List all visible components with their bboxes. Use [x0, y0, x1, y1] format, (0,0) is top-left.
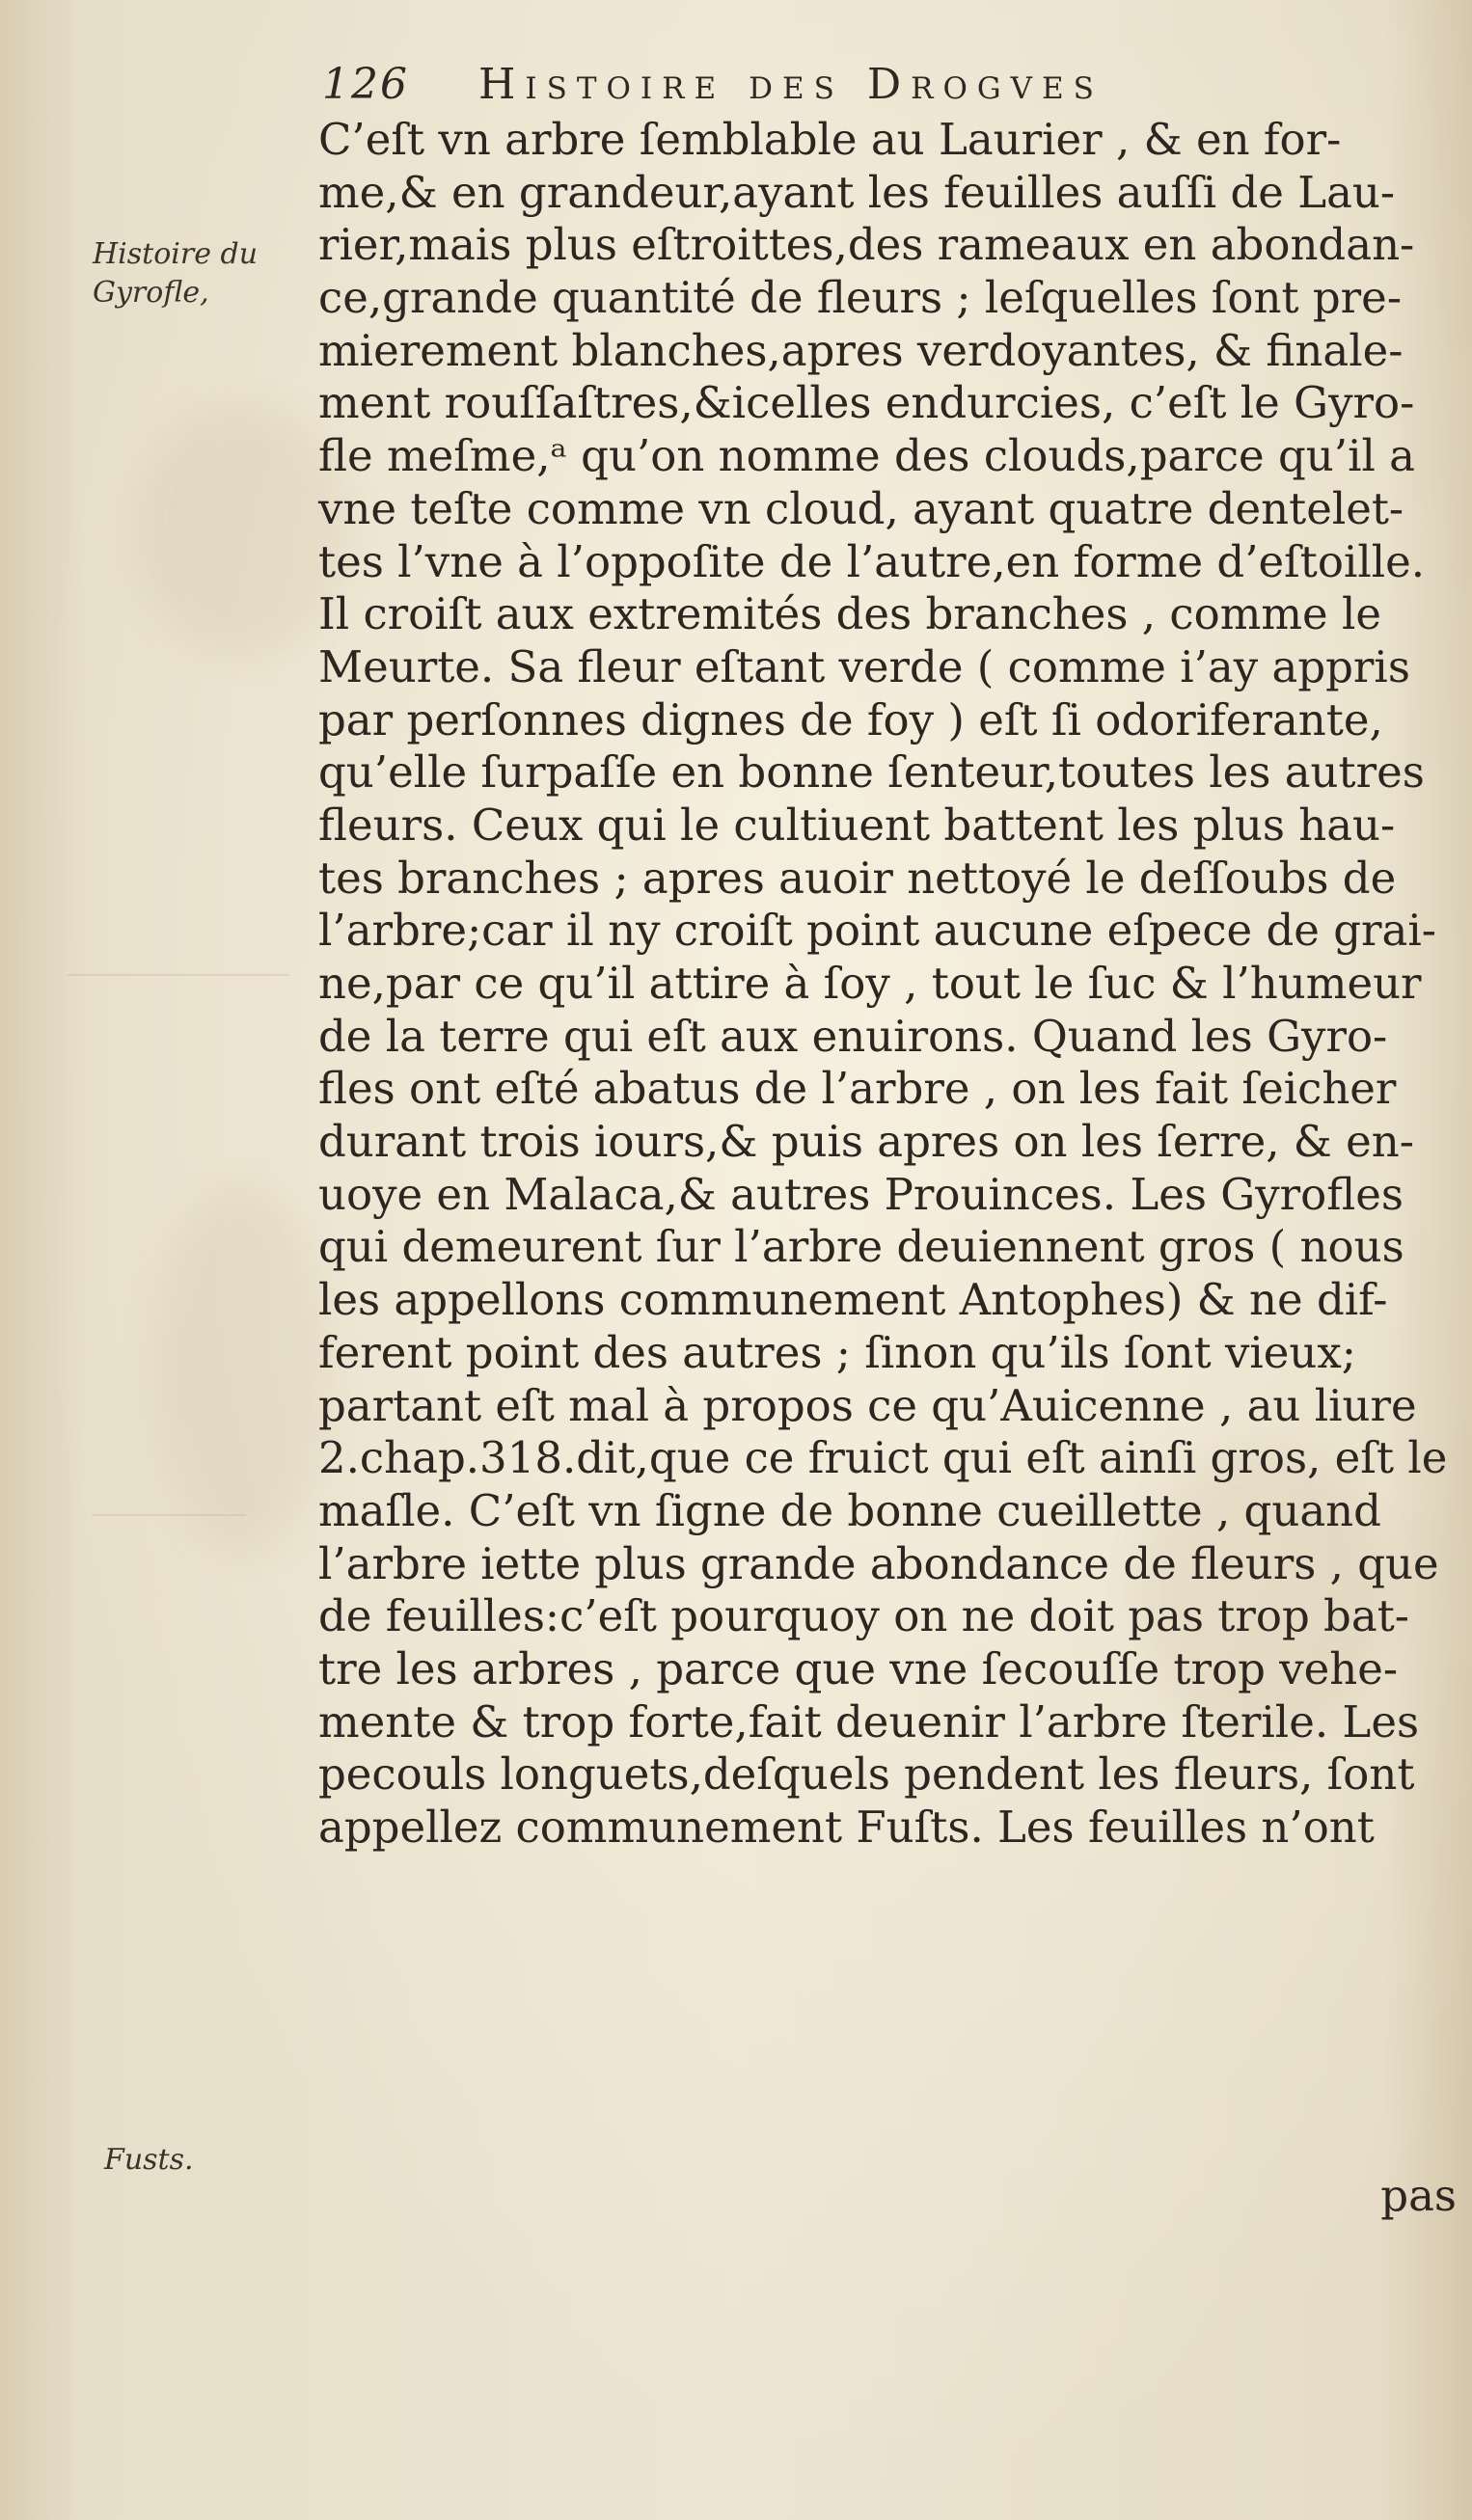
- page-number: 126: [322, 60, 409, 109]
- text-line: mierement blanches,apres verdoyantes, & finale-: [318, 324, 1404, 376]
- text-line: fleurs. Ceux qui le cultiuent battent les plus hau-: [318, 799, 1396, 851]
- text-line: Meurte. Sa fleur eſtant verde ( comme i’ay appris: [318, 640, 1410, 692]
- margin-note-gyrofle: Histoire du Gyrofle,: [93, 237, 259, 310]
- text-line: les appellons communement Antophes) & ne dif-: [318, 1274, 1388, 1326]
- text-line: qui demeurent ſur l’arbre deuiennent gros ( nous: [318, 1221, 1404, 1273]
- text-line: Il croiſt aux extremités des branches , comme le: [318, 588, 1381, 640]
- text-line: me,& en grandeur,ayant les feuilles auſſi de Lau-: [318, 166, 1396, 218]
- page-header: [322, 60, 1412, 118]
- paper-stain: [135, 405, 347, 656]
- text-line: ce,grande quantité de fleurs ; leſquelles ſont pre-: [318, 272, 1403, 324]
- text-line: ne,par ce qu’il attire à ſoy , tout le ſuc & l’humeur: [318, 958, 1422, 1009]
- text-line: uoye en Malaca,& autres Prouinces. Les Gyrofles: [318, 1168, 1404, 1220]
- ink-show-through: [68, 974, 289, 976]
- text-line: de feuilles:c’eſt pourquoy on ne doit pas trop bat-: [318, 1590, 1409, 1642]
- running-title: Histoire des Drogves: [477, 60, 1104, 109]
- text-line: de la terre qui eſt aux enuirons. Quand les Gyro-: [318, 1010, 1388, 1062]
- ink-show-through: [92, 1514, 246, 1516]
- margin-note-fusts: Fusts.: [104, 2143, 194, 2177]
- text-line: vne teſte comme vn cloud, ayant quatre dentelet-: [318, 482, 1404, 534]
- text-line: 2.chap.318.dit,que ce fruict qui eſt ainſi gros, eſt le: [318, 1432, 1448, 1484]
- text-line: ferent point des autres ; ſinon qu’ils ſont vieux;: [318, 1326, 1356, 1378]
- text-line: tes l’vne à l’oppoſite de l’autre,en forme d’eſtoille.: [318, 535, 1426, 587]
- text-line: l’arbre;car il ny croiſt point aucune eſpece de grai-: [318, 905, 1436, 957]
- text-line: par perſonnes dignes de foy ) eſt ſi odoriferante,: [318, 693, 1383, 745]
- text-line: mente & trop forte,fait deuenir l’arbre ſterile. Les: [318, 1695, 1420, 1748]
- text-line: durant trois iours,& puis apres on les ſerre, & en-: [318, 1116, 1414, 1168]
- text-line: fle meſme,ᵃ qu’on nomme des clouds,parce qu’il a: [318, 430, 1415, 482]
- text-line: tre les arbres , parce que vne ſecouſſe trop vehe-: [318, 1642, 1399, 1694]
- text-line: pecouls longuets,deſquels pendent les fleurs, ſont: [318, 1748, 1415, 1801]
- text-line: C’eſt vn arbre ſemblable au Laurier , & en for-: [318, 114, 1342, 165]
- text-line: appellez communement Fuſts. Les feuilles n’ont: [318, 1802, 1375, 1853]
- body-text: [318, 114, 1461, 1855]
- text-line: l’arbre iette plus grande abondance de fleurs , que: [318, 1537, 1439, 1589]
- paper-stain: [154, 1186, 328, 1553]
- text-line: fles ont eſté abatus de l’arbre , on les fait ſeicher: [318, 1063, 1397, 1115]
- text-line: rier,mais plus eſtroittes,des rameaux en abondan-: [318, 219, 1415, 271]
- catchword: pas: [1380, 2170, 1457, 2221]
- text-line: qu’elle ſurpaſſe en bonne ſenteur,toutes les autres: [318, 746, 1425, 799]
- text-line: partant eſt mal à propos ce qu’Auicenne , au liure: [318, 1379, 1417, 1431]
- text-line: ment rouſſaſtres,&icelles endurcies, c’eſt le Gyro-: [318, 377, 1415, 429]
- text-line: maſle. C’eſt vn ſigne de bonne cueillette , quand: [318, 1484, 1381, 1536]
- text-line: tes branches ; apres auoir nettoyé le deſſoubs de: [318, 852, 1397, 904]
